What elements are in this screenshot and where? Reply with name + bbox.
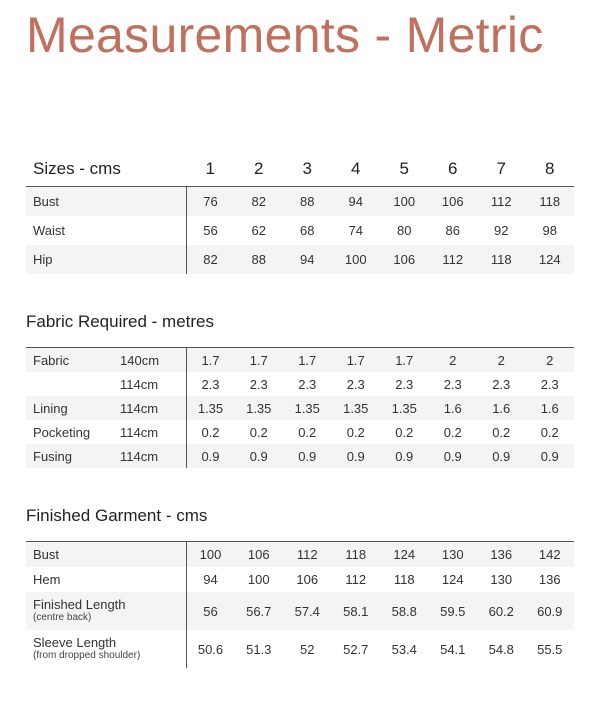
table-cell: 0.9 — [380, 444, 429, 468]
table-cell: 100 — [380, 187, 429, 217]
table-cell: 94 — [186, 567, 235, 592]
sizes-header-row — [26, 152, 574, 187]
table-cell: 106 — [235, 542, 284, 568]
table-cell: 2 — [526, 348, 575, 373]
table-cell: 118 — [332, 542, 381, 568]
finished-table — [26, 541, 574, 668]
table-cell: 106 — [296, 572, 319, 587]
table-cell: 1.6 — [526, 396, 575, 420]
table-cell: 0.9 — [186, 444, 235, 468]
table-cell: 2.3 — [395, 376, 414, 392]
table-cell: 59.5 — [429, 592, 478, 630]
table-row-hip — [26, 245, 574, 274]
table-cell: 1.6 — [477, 396, 526, 420]
row-label: Sleeve Length — [33, 635, 117, 650]
fabric-width: 140cm — [120, 348, 186, 373]
table-cell: 118 — [393, 572, 415, 587]
table-cell: 124 — [441, 572, 464, 587]
table-cell: 54.1 — [440, 641, 466, 657]
fabric-width: 114cm — [120, 396, 186, 420]
table-cell: 86 — [445, 223, 460, 238]
table-cell: 56.7 — [235, 592, 284, 630]
table-cell: 52.7 — [343, 641, 369, 657]
table-cell: 68 — [300, 223, 315, 238]
table-row-fusing — [26, 444, 574, 468]
table-cell: 54.8 — [488, 641, 514, 657]
table-cell: 98 — [542, 223, 557, 238]
table-row-bust — [26, 542, 574, 568]
row-label: Bust — [26, 187, 186, 217]
table-cell: 2.3 — [443, 376, 462, 392]
sizes-header-label: Sizes - cms — [26, 152, 186, 187]
fabric-width: 114cm — [120, 424, 159, 440]
table-cell: 56 — [186, 592, 235, 630]
row-label: Hip — [26, 245, 186, 274]
table-cell: 0.2 — [492, 424, 511, 440]
row-label-note: (from dropped shoulder) — [33, 650, 141, 661]
table-row-sleeve-length — [26, 630, 574, 668]
size-label: 8 — [526, 152, 575, 187]
table-cell: 50.6 — [186, 630, 235, 668]
size-label: 4 — [332, 152, 381, 187]
table-cell: 57.4 — [283, 592, 332, 630]
table-cell: 2.3 — [298, 376, 317, 392]
row-label: Pocketing — [33, 424, 91, 440]
table-cell: 2.3 — [540, 376, 559, 392]
table-cell: 0.9 — [526, 444, 575, 468]
table-cell: 76 — [186, 187, 235, 217]
table-cell: 1.7 — [332, 348, 381, 373]
table-cell: 1.35 — [332, 396, 381, 420]
table-cell: 100 — [186, 542, 235, 568]
table-cell: 136 — [477, 542, 526, 568]
row-label — [26, 372, 120, 396]
table-cell: 1.35 — [380, 396, 429, 420]
fabric-width: 114cm — [120, 444, 186, 468]
table-cell: 2 — [477, 348, 526, 373]
table-cell: 0.9 — [477, 444, 526, 468]
row-label: Fabric — [26, 348, 120, 373]
size-label: 1 — [186, 152, 235, 187]
row-label: Waist — [33, 223, 66, 238]
table-cell: 124 — [526, 245, 575, 274]
table-cell: 52 — [300, 641, 315, 657]
table-cell: 112 — [283, 542, 332, 568]
row-label: Fusing — [26, 444, 120, 468]
table-cell: 130 — [429, 542, 478, 568]
page-title: Measurements - Metric — [26, 7, 544, 63]
table-cell: 56 — [186, 216, 235, 245]
size-label: 3 — [283, 152, 332, 187]
table-cell: 0.2 — [395, 424, 414, 440]
table-row-finished-length — [26, 592, 574, 630]
row-label-block — [26, 630, 186, 668]
table-cell: 94 — [332, 187, 381, 217]
table-cell: 118 — [477, 245, 526, 274]
size-label: 2 — [235, 152, 284, 187]
table-cell: 0.2 — [249, 424, 268, 440]
size-label: 7 — [477, 152, 526, 187]
table-row-bust — [26, 187, 574, 217]
table-cell: 60.2 — [477, 592, 526, 630]
table-cell: 2.3 — [492, 376, 511, 392]
table-cell: 0.2 — [186, 420, 235, 444]
table-cell: 130 — [490, 572, 513, 587]
table-cell: 60.9 — [526, 592, 575, 630]
table-cell: 142 — [526, 542, 575, 568]
table-cell: 58.1 — [332, 592, 381, 630]
row-label-note: (centre back) — [33, 612, 92, 623]
table-cell: 1.35 — [235, 396, 284, 420]
table-cell: 0.2 — [540, 424, 559, 440]
table-cell: 0.2 — [298, 424, 317, 440]
table-cell: 1.35 — [186, 396, 235, 420]
table-cell: 1.7 — [235, 348, 284, 373]
table-cell: 0.9 — [283, 444, 332, 468]
table-cell: 0.2 — [346, 424, 365, 440]
table-row-lining — [26, 396, 574, 420]
table-cell: 136 — [538, 572, 561, 587]
table-cell: 112 — [345, 572, 367, 587]
table-cell: 2.3 — [346, 376, 365, 392]
table-cell: 2.3 — [249, 376, 268, 392]
fabric-section-title: Fabric Required - metres — [26, 312, 215, 331]
table-cell: 51.3 — [246, 641, 272, 657]
table-cell: 1.6 — [429, 396, 478, 420]
table-cell: 74 — [348, 223, 363, 238]
table-cell: 1.7 — [186, 348, 235, 373]
table-cell: 112 — [429, 245, 478, 274]
table-cell: 94 — [283, 245, 332, 274]
table-cell: 2.3 — [186, 372, 235, 396]
table-cell: 106 — [429, 187, 478, 217]
table-cell: 58.8 — [380, 592, 429, 630]
fabric-table — [26, 347, 574, 468]
table-cell: 124 — [380, 542, 429, 568]
table-row-pocketing — [26, 420, 574, 444]
size-label: 6 — [429, 152, 478, 187]
table-row-hem — [26, 567, 574, 592]
table-cell: 112 — [477, 187, 526, 217]
table-cell: 0.9 — [235, 444, 284, 468]
table-cell: 62 — [251, 223, 266, 238]
table-cell: 0.9 — [429, 444, 478, 468]
row-label: Bust — [26, 542, 186, 568]
table-cell: 106 — [380, 245, 429, 274]
table-row-fabric — [26, 348, 574, 373]
finished-section-title: Finished Garment - cms — [26, 506, 208, 525]
row-label-block — [26, 592, 186, 630]
table-cell: 53.4 — [391, 641, 417, 657]
table-cell: 88 — [235, 245, 284, 274]
table-cell: 100 — [332, 245, 381, 274]
table-cell: 0.9 — [332, 444, 381, 468]
row-label: Lining — [26, 396, 120, 420]
table-cell: 82 — [235, 187, 284, 217]
table-cell: 55.5 — [537, 641, 563, 657]
table-cell: 80 — [397, 223, 412, 238]
size-label: 5 — [380, 152, 429, 187]
row-label: Finished Length — [33, 597, 126, 612]
table-row-waist — [26, 216, 574, 245]
fabric-width: 114cm — [120, 376, 159, 392]
table-cell: 1.7 — [283, 348, 332, 373]
table-cell: 88 — [283, 187, 332, 217]
table-cell: 82 — [186, 245, 235, 274]
sizes-table — [26, 152, 574, 274]
table-row-fabric-114 — [26, 372, 574, 396]
table-cell: 0.2 — [443, 424, 462, 440]
table-cell: 118 — [526, 187, 575, 217]
row-label: Hem — [33, 572, 61, 587]
table-cell: 100 — [247, 572, 270, 587]
table-cell: 1.35 — [283, 396, 332, 420]
table-cell: 92 — [494, 223, 509, 238]
table-cell: 2 — [429, 348, 478, 373]
table-cell: 1.7 — [380, 348, 429, 373]
